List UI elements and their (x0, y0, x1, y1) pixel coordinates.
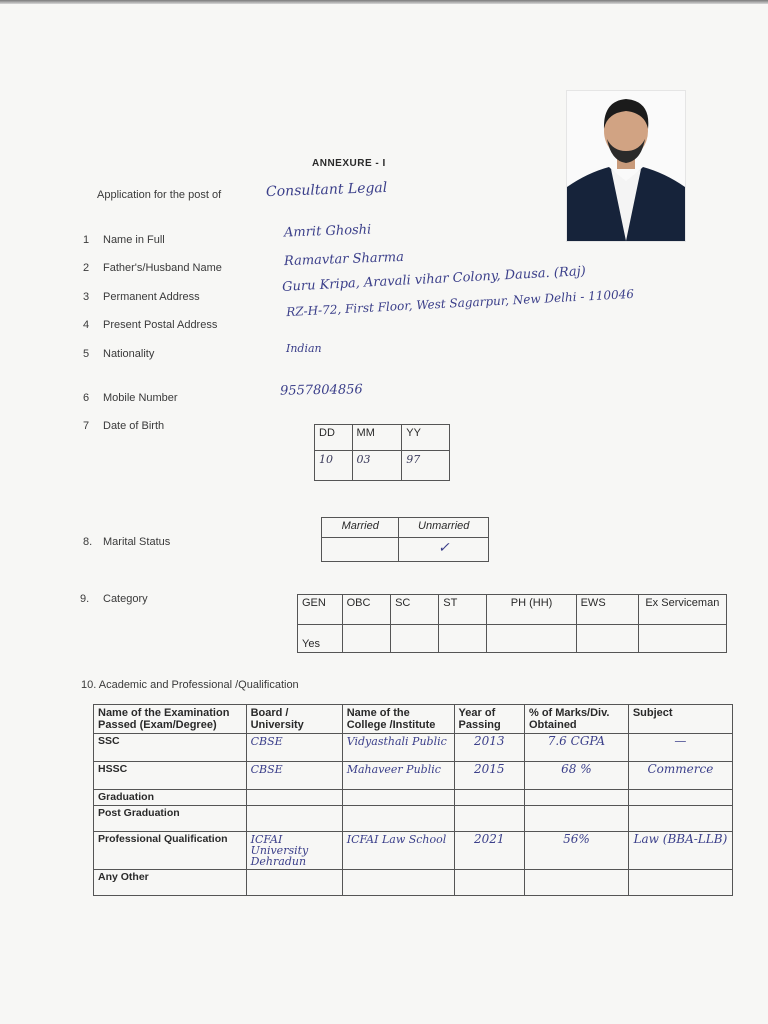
post-value: Consultant Legal (265, 179, 388, 201)
cell-college (342, 806, 454, 832)
permanent-address-label: Permanent Address (103, 291, 200, 303)
name-label: Name in Full (103, 234, 165, 246)
cell-board (246, 790, 342, 806)
cell-college (342, 790, 454, 806)
field-4-num: 4 (83, 319, 90, 331)
header-year: Year of Passing (454, 705, 524, 734)
cell-marks (524, 790, 628, 806)
cell-board: ICFAI University Dehradun (246, 832, 342, 870)
table-row (94, 734, 733, 762)
cell-exam: SSC (94, 734, 247, 762)
cell-subject (628, 790, 732, 806)
category-cell (342, 625, 390, 653)
header-subject: Subject (628, 705, 732, 734)
nationality-value: Indian (286, 342, 322, 355)
field-5-num: 5 (83, 348, 90, 360)
father-name-label: Father's/Husband Name (103, 262, 222, 274)
table-row (94, 762, 733, 790)
category-cell (439, 625, 487, 653)
category-ews: EWS (576, 595, 638, 625)
table-row (94, 790, 733, 806)
field-7-num: 7 (83, 420, 90, 432)
field-3-num: 3 (83, 291, 90, 303)
table-row (94, 832, 733, 870)
applicant-photo (566, 90, 686, 242)
category-table (297, 594, 727, 653)
table-row (94, 806, 733, 832)
cell-marks: 56% (524, 832, 628, 870)
present-address-value: RZ-H-72, First Floor, West Sagarpur, New Delhi - 110046 (285, 286, 635, 320)
dob-yy-header: YY (402, 425, 450, 451)
cell-exam: Post Graduation (94, 806, 247, 832)
academic-header-row (94, 705, 733, 734)
academic-table (93, 704, 733, 896)
cell-college (342, 870, 454, 896)
cell-subject: — (628, 734, 732, 762)
cell-year: 2021 (454, 832, 524, 870)
cell-year (454, 790, 524, 806)
father-name-value: Ramavtar Sharma (283, 249, 405, 270)
category-ph: PH (HH) (487, 595, 576, 625)
category-cell (638, 625, 726, 653)
dob-yy-value: 97 (402, 451, 450, 481)
field-2-num: 2 (83, 262, 90, 274)
dob-dd-value: 10 (315, 451, 353, 481)
cell-exam: Graduation (94, 790, 247, 806)
cell-exam: HSSC (94, 762, 247, 790)
married-option: Married (322, 518, 399, 538)
dob-table (314, 424, 450, 481)
married-cell (322, 538, 399, 562)
cell-year (454, 806, 524, 832)
dob-dd-header: DD (315, 425, 353, 451)
category-obc: OBC (342, 595, 390, 625)
cell-college: Vidyasthali Public (342, 734, 454, 762)
mobile-value: 9557804856 (279, 382, 363, 399)
dob-mm-header: MM (352, 425, 402, 451)
cell-year (454, 870, 524, 896)
unmarried-check-icon: ✓ (399, 538, 489, 562)
header-marks: % of Marks/Div. Obtained (524, 705, 628, 734)
cell-board (246, 870, 342, 896)
cell-board (246, 806, 342, 832)
cell-subject (628, 870, 732, 896)
cell-marks (524, 806, 628, 832)
table-row (94, 870, 733, 896)
cell-exam: Professional Qualification (94, 832, 247, 870)
permanent-address-value: Guru Kripa, Aravali vihar Colony, Dausa. (Raj) (281, 264, 587, 295)
cell-year: 2015 (454, 762, 524, 790)
page-title: ANNEXURE - I (312, 158, 386, 169)
mobile-label: Mobile Number (103, 392, 178, 404)
category-cell (576, 625, 638, 653)
field-8-num: 8. (83, 536, 93, 548)
cell-subject: Commerce (628, 762, 732, 790)
category-gen: GEN (298, 595, 343, 625)
cell-board: CBSE (246, 762, 342, 790)
cell-board: CBSE (246, 734, 342, 762)
scan-edge (0, 0, 768, 4)
post-label: Application for the post of (97, 189, 222, 201)
person-photo-icon (567, 91, 685, 241)
name-value: Amrit Ghoshi (283, 222, 372, 241)
category-ex-serviceman: Ex Serviceman (638, 595, 726, 625)
field-6-num: 6 (83, 392, 90, 404)
category-st: ST (439, 595, 487, 625)
cell-college: ICFAI Law School (342, 832, 454, 870)
cell-marks: 68 % (524, 762, 628, 790)
cell-subject (628, 806, 732, 832)
header-board: Board / University (246, 705, 342, 734)
field-1-num: 1 (83, 234, 90, 246)
cell-exam: Any Other (94, 870, 247, 896)
nationality-label: Nationality (103, 348, 155, 360)
cell-marks: 7.6 CGPA (524, 734, 628, 762)
category-gen-value: Yes (298, 625, 343, 653)
category-sc: SC (391, 595, 439, 625)
cell-year: 2013 (454, 734, 524, 762)
present-address-label: Present Postal Address (103, 319, 218, 331)
marital-table (321, 517, 489, 562)
category-cell (391, 625, 439, 653)
category-cell (487, 625, 576, 653)
header-exam: Name of the Examination Passed (Exam/Degree) (94, 705, 247, 734)
category-label: Category (103, 593, 148, 605)
unmarried-option: Unmarried (399, 518, 489, 538)
dob-label: Date of Birth (103, 420, 165, 432)
cell-college: Mahaveer Public (342, 762, 454, 790)
academic-heading: 10. Academic and Professional /Qualification (81, 679, 299, 691)
dob-mm-value: 03 (352, 451, 402, 481)
header-college: Name of the College /Institute (342, 705, 454, 734)
marital-label: Marital Status (103, 536, 171, 548)
field-9-num: 9. (80, 593, 90, 605)
cell-marks (524, 870, 628, 896)
cell-subject: Law (BBA-LLB) (628, 832, 732, 870)
